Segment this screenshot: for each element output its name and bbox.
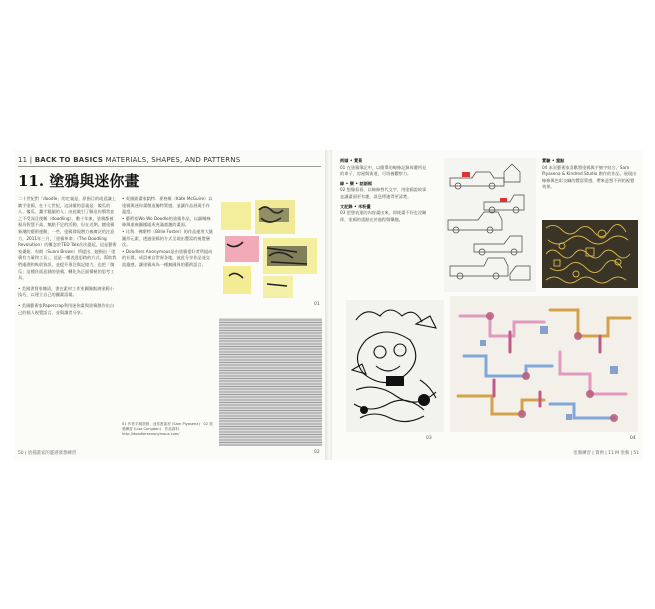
chapter-title: 11. 塗鴉與迷你畫 xyxy=(18,172,140,190)
figure-number: 04 xyxy=(630,436,636,441)
bw-doodle-illustration xyxy=(346,300,444,432)
section-heading: 文記錄 • 米粉畫 xyxy=(340,203,371,209)
section-heading: 線 • 樂 • 話語框 xyxy=(340,180,373,186)
figure-01-doodles xyxy=(219,196,322,300)
page-folio-left: 50 | 給插畫家的靈感發想練習 xyxy=(18,451,77,456)
header-rule xyxy=(18,166,321,167)
cars-sketch-illustration xyxy=(444,158,536,292)
figure-number: 02 xyxy=(314,450,320,455)
chapter-header: 11 | BACK TO BASICS MATERIALS, SHAPES, AND PATTERNS xyxy=(18,156,241,164)
page-folio-right: 塗鴉練習 | 實例 | 11 M 塗鴉 | 51 xyxy=(573,451,639,456)
bullet-item: • 美國藝術家Papercrap利用迷你畫與塗鴉創作出自己的個人視覺語言，並與讀者分享。 xyxy=(18,302,115,315)
body-paragraph: 二十世紀對「doodle」的定義是，原指目的或意識上隨手塗鴉，在十七世紀，這詞彙的意義是：傻瓜的人、傻瓜、蠢手粗陋的人；由此做引了解這份慣常並之不受深且使稱（doodling）、數十年來，塗鴉都被視為智慧不高、無點不足的活動，但在近期，隨塗鴉新潮的藝術運動，一些，塗鴉發現潛力被廣泛的注意力，2011年三月，「塗鴉革命」（The Doodling Revolution）的概念於TED Talk首次提起，這是藝術家桑妮．布朗（Sunni Brown）所提出，她指出「塗鴉有力量和工具」，這是一種表達思路的方式，幫助我們處理和吸收資訊，並提升專注與記憶力，也把「傻瓜」這種負面意涵的塗鴉，轉化為正面積極的思考工具。 xyxy=(18,196,117,281)
chapter-header-bold: BACK TO BASICS xyxy=(34,156,104,164)
side-heading: 實驗 • 重點 xyxy=(542,158,565,163)
bullet-item: • 美國書寫家陳清，書在素材工作室圖像點滴塗鴉小技巧，以建立自己的圖畫語彙。 xyxy=(18,285,114,298)
side-text-column xyxy=(542,158,638,216)
color-pipes-illustration xyxy=(450,296,638,432)
section-heading: 街頭 • 實景 xyxy=(340,158,363,163)
figure-cars-sketch xyxy=(444,158,536,292)
figure-number: 01 xyxy=(314,302,320,307)
figure-caption: 01 作者手稿塗鴉、迷你畫素材 (Sam Piyasena) 02 塗鴉練習 (Lisa Congdon) 作品資料：http://doodlersanonymous.com/ xyxy=(122,422,213,436)
right-text-column xyxy=(340,158,430,278)
section-body: 03 把想表達的內容畫出來，即使畫不好也沒關係，塗鴉的重點在於過程與樂趣。 xyxy=(340,210,427,222)
sticky-notes-illustration xyxy=(219,196,322,300)
body-column-1 xyxy=(18,196,117,448)
body-column-2: • 英國插畫家凱特．麥格維（Kate McGuire）以塗鴉與迷你畫創造獨特質感，並讓作品展現手作溫度。 • 藝術家Wo Wo Doodle的塗鴉作品，以細緻線條與重複圖樣組成充滿童趣的畫面。 • 比利．佛斯特（Billie Foster）的作品運用大量圖形元素，透過塗鴉的方式呈現出豐富的視覺層次。 • Doodlers Anonymous是由塗鴉愛好者所組成的社群，成員來自世界各地，彼此分享作品並交流靈感，讓塗鴉成為一種無國界的藝術語言。 xyxy=(122,196,213,267)
left-page xyxy=(14,150,325,460)
figure-dark-doodle-panel xyxy=(542,220,638,288)
figure-02-dense-doodle xyxy=(219,318,322,446)
book-gutter xyxy=(325,150,332,460)
figure-04-color-doodle xyxy=(450,296,638,432)
figure-03-bw-doodle xyxy=(346,300,444,432)
right-page xyxy=(332,150,643,460)
gold-doodle-illustration xyxy=(542,220,638,288)
figure-number: 03 xyxy=(426,436,432,441)
side-body: 04 本頁藝術家喜歡將塗鴉與手繪字結合，Sam Piyasena & Kindred Studio 創作的作品，展現出線條與色彩交織的豐富質感，帶來意想不到的視覺效果。 xyxy=(542,164,637,190)
section-body: 01 在塗鴉筆記中，以簡單的線條記錄周遭所見的車子、房屋與街道，可培養觀察力。 xyxy=(340,164,427,177)
section-body: 02 想像看看，以線條替代文字，用塗鴉說故事並讓畫面更有趣，訊息傳遞得更清楚。 xyxy=(340,187,427,199)
